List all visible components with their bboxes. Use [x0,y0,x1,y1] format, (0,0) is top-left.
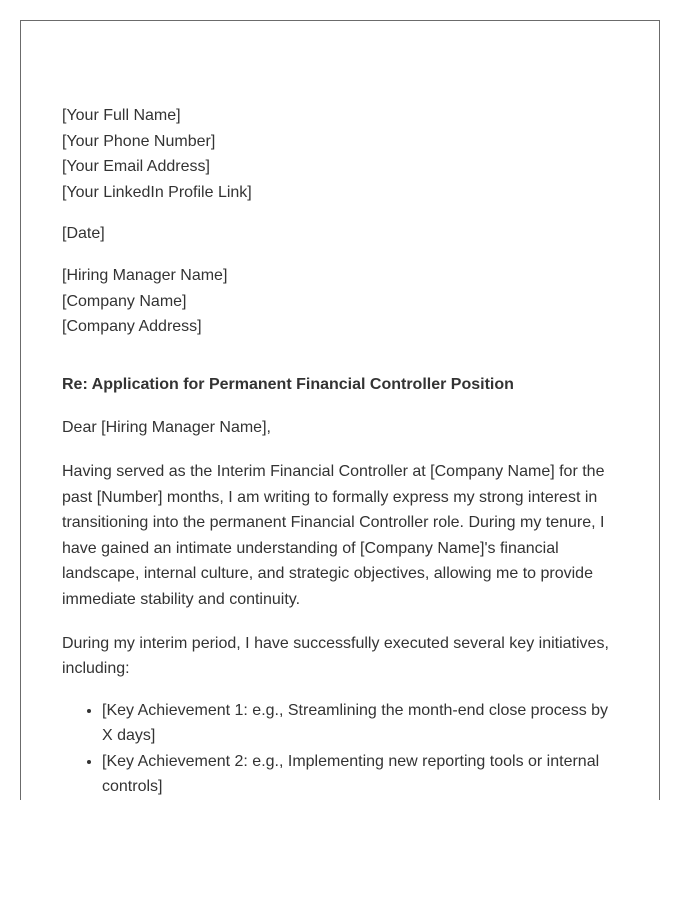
sender-block [62,103,622,205]
letter-salutation: Dear [Hiring Manager Name], [62,419,271,437]
letter-content [62,103,622,800]
achievements-list [62,698,622,800]
sender-full-name: [Your Full Name] [62,107,181,124]
letter-date: [Date] [62,225,105,243]
recipient-address: [Company Address] [62,318,202,336]
recipient-company: [Company Name] [62,292,187,310]
body-paragraph-1: Having served as the Interim Financial Controller at [Company Name] for the past [Number] months, I am writing to formally express my strong interest in transitioning into the permanent Financial Controller role. During my tenure, I have gained an intimate understanding of [Company Name]'s financial landscape, internal culture, and strategic objectives, allowing me to provide immediate stability and continuity. [62,462,605,608]
letter-subject: Re: Application for Permanent Financial Controller Position [62,375,514,393]
recipient-block [62,263,622,340]
body-paragraph-2: During my interim period, I have successfully executed several key initiatives, including: [62,634,609,678]
achievement-item-2: • [Key Achievement 2: e.g., Implementing new reporting tools or internal controls] [102,749,622,800]
recipient-manager: [Hiring Manager Name] [62,266,228,284]
date-block [62,221,622,247]
sender-phone: [Your Phone Number] [62,132,216,150]
letter-page [20,20,660,800]
sender-linkedin: [Your LinkedIn Profile Link] [62,183,252,201]
achievement-item-1: • [Key Achievement 1: e.g., Streamlining the month-end close process by X days] [102,698,622,749]
sender-email: [Your Email Address] [62,158,210,176]
